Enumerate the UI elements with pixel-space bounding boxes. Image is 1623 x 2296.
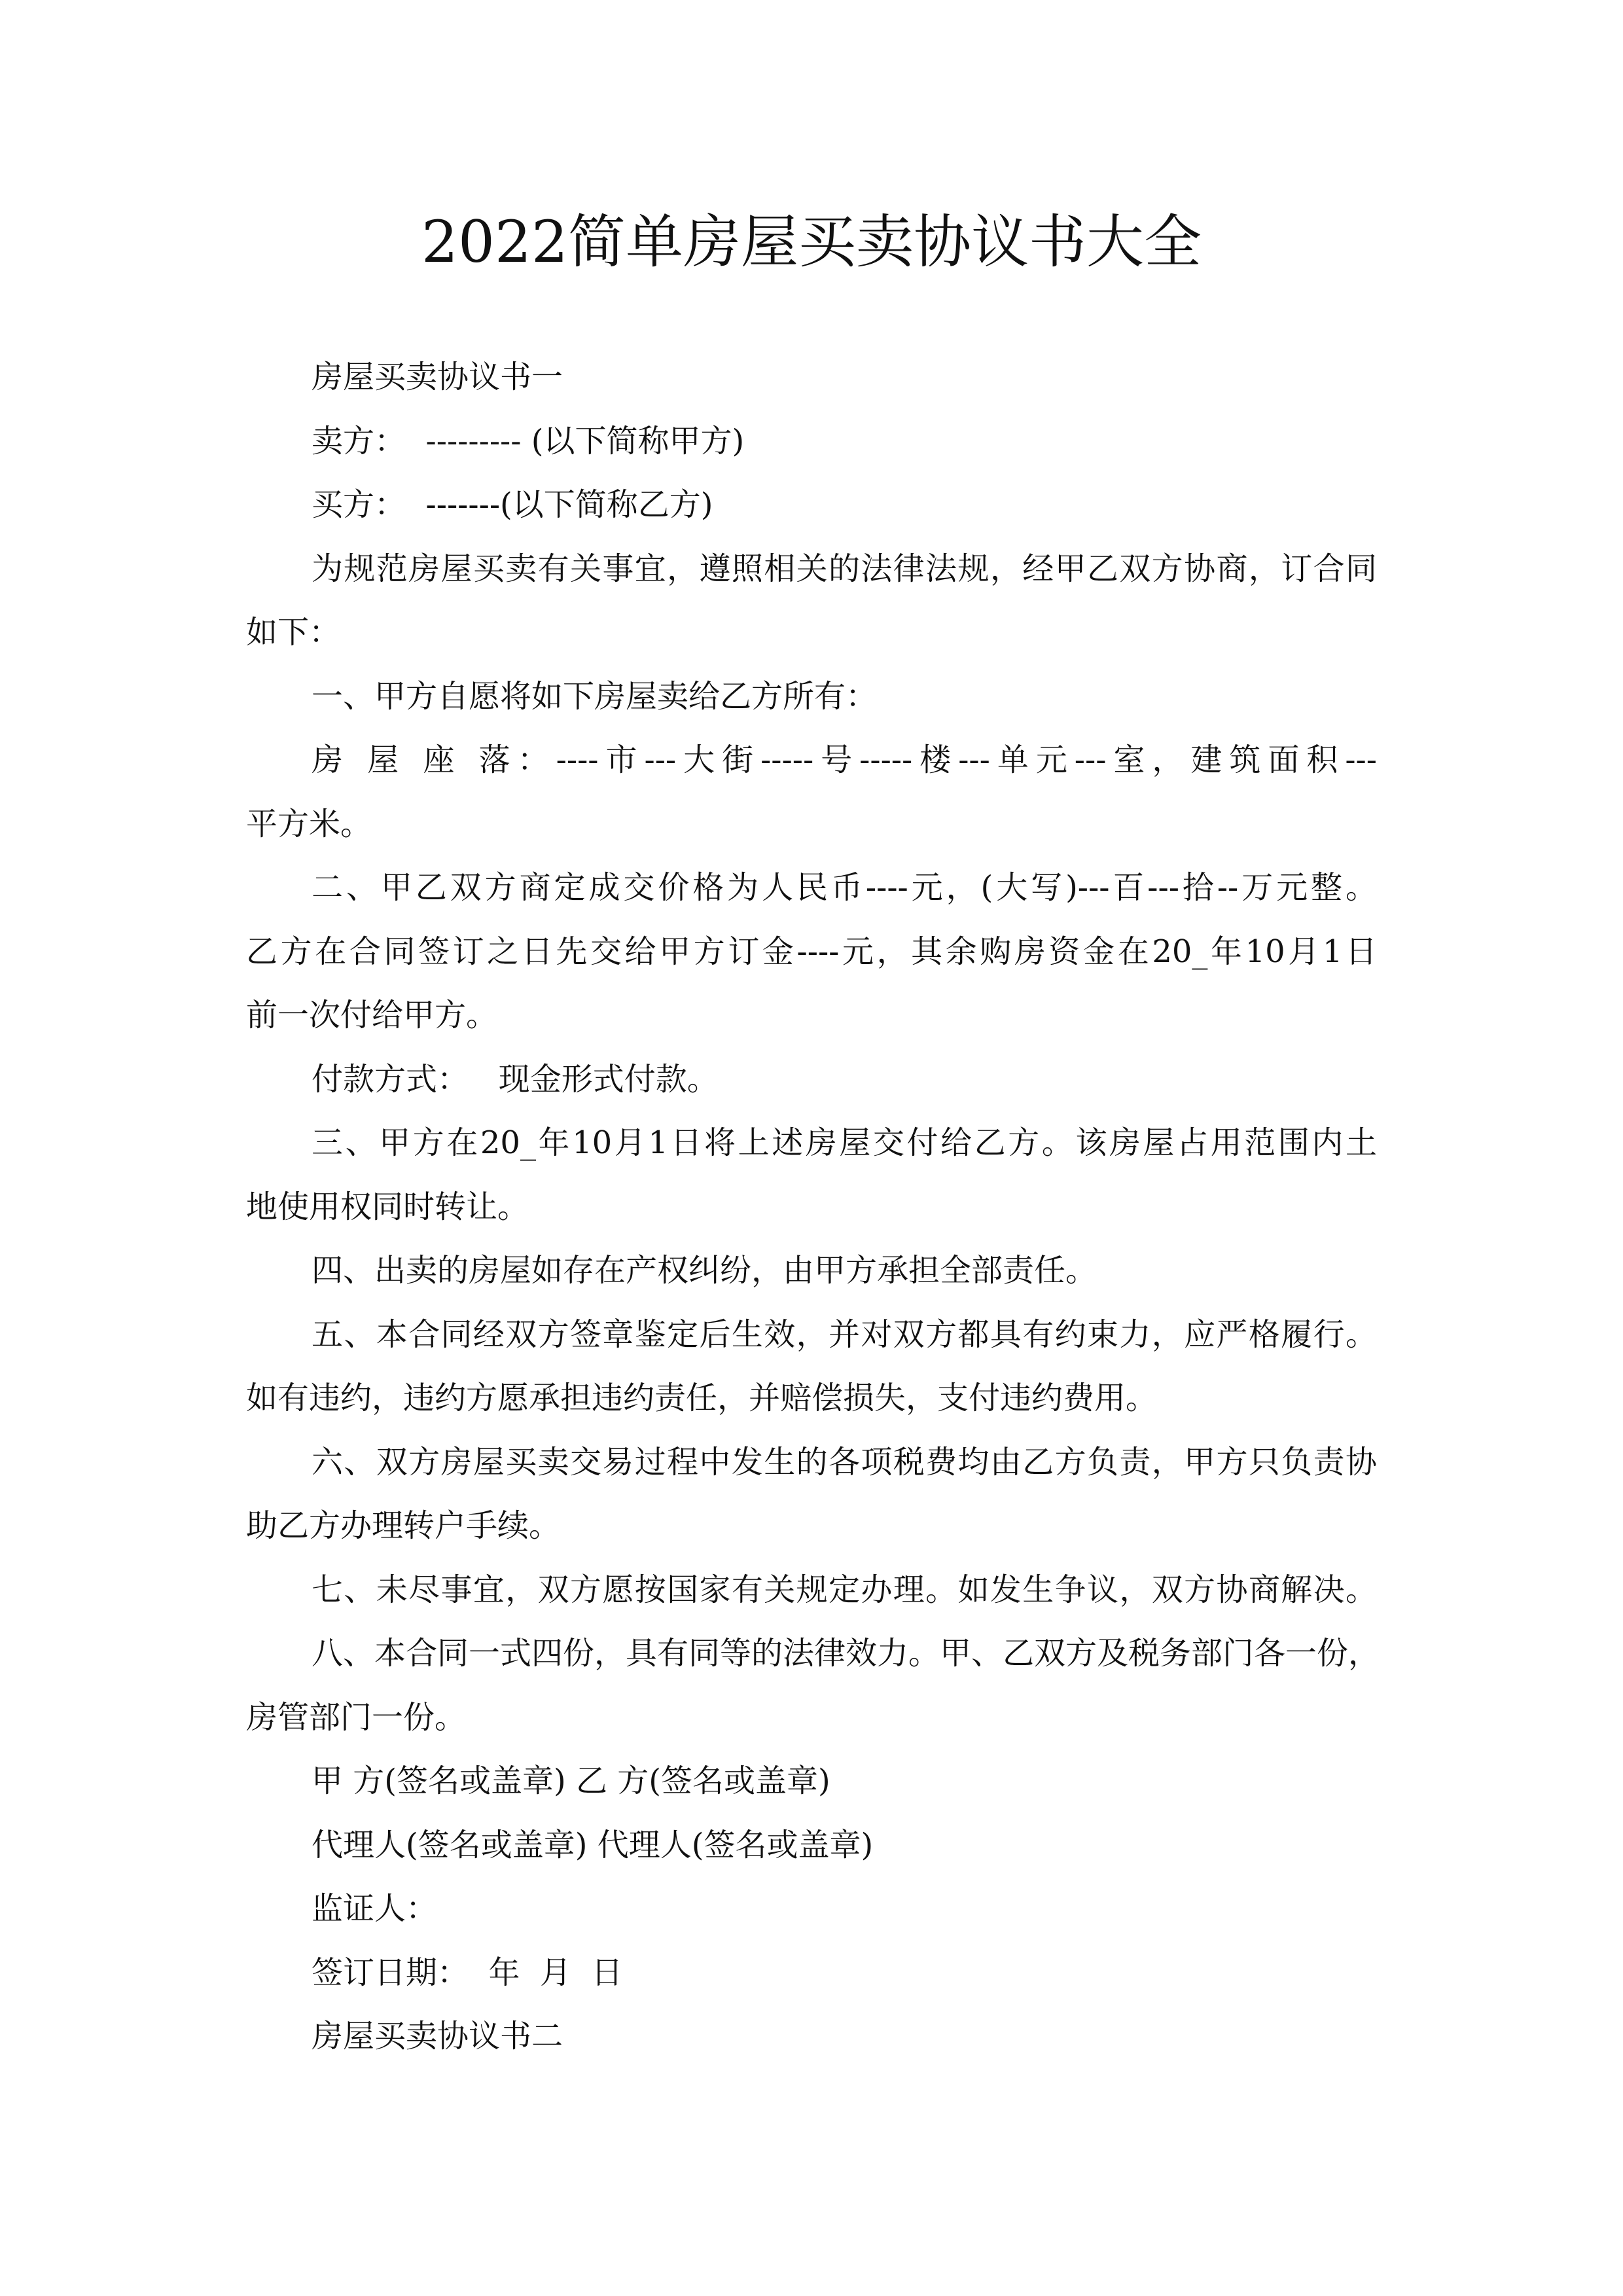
location-line: 平方米。 [246,805,372,842]
clause-7: 七、未尽事宜，双方愿按国家有关规定办理。如发生争议，双方协商解决。 [312,1571,1377,1608]
location-line: 房 屋 座 落：----市---大街-----号-----楼---单元---室，建筑面积--- [312,742,1377,778]
clause-8-line: 房管部门一份。 [246,1698,467,1736]
agreement-heading: 房屋买卖协议书一 [312,359,563,395]
signing-date: 签订日期： 年 月 日 [312,1954,623,1991]
preamble-line: 如下： [246,614,341,651]
clause-3-line: 地使用权同时转让。 [246,1188,529,1225]
clause-2-line: 前一次付给甲方。 [246,997,498,1033]
clause-6-line: 助乙方办理转户手续。 [246,1507,561,1544]
witness-line: 监证人： [312,1890,438,1927]
clause-8-line: 八、本合同一式四份，具有同等的法律效力。甲、乙双方及税务部门各一份， [312,1635,1380,1672]
clause-1: 一、甲方自愿将如下房屋卖给乙方所有： [312,677,878,715]
payment-method: 付款方式： 现金形式付款。 [312,1060,719,1098]
preamble-line: 为规范房屋买卖有关事宜，遵照相关的法律法规，经甲乙双方协商，订合同 [312,550,1377,587]
clause-4: 四、出卖的房屋如存在产权纠纷，由甲方承担全部责任。 [312,1252,1097,1289]
seller-line: 卖方： --------- (以下简称甲方) [312,422,745,459]
clause-5-line: 五、本合同经双方签章鉴定后生效，并对双方都具有约束力，应严格履行。 [312,1316,1377,1353]
agent-signatures: 代理人(签名或盖章) 代理人(签名或盖章) [312,1826,874,1863]
party-signatures: 甲 方(签名或盖章) 乙 方(签名或盖章) [312,1763,830,1799]
clause-3-line: 三、甲方在20_年10月1日将上述房屋交付给乙方。该房屋占用范围内土 [312,1124,1377,1161]
clause-5-line: 如有违约，违约方愿承担违约责任，并赔偿损失，支付违约费用。 [246,1380,1158,1416]
buyer-line: 买方： -------(以下简称乙方) [312,486,713,523]
clause-6-line: 六、双方房屋买卖交易过程中发生的各项税费均由乙方负责，甲方只负责协 [312,1443,1377,1480]
clause-2-line: 乙方在合同签订之日先交给甲方订金----元，其余购房资金在20_年10月1日 [246,933,1377,970]
document-body [246,346,1380,2069]
clause-2-line: 二、甲乙双方商定成交价格为人民币----元，(大写)---百---拾--万元整。 [312,869,1377,906]
document-title: 2022简单房屋买卖协议书大全 [421,208,1202,276]
agreement-heading-2: 房屋买卖协议书二 [312,2018,563,2054]
